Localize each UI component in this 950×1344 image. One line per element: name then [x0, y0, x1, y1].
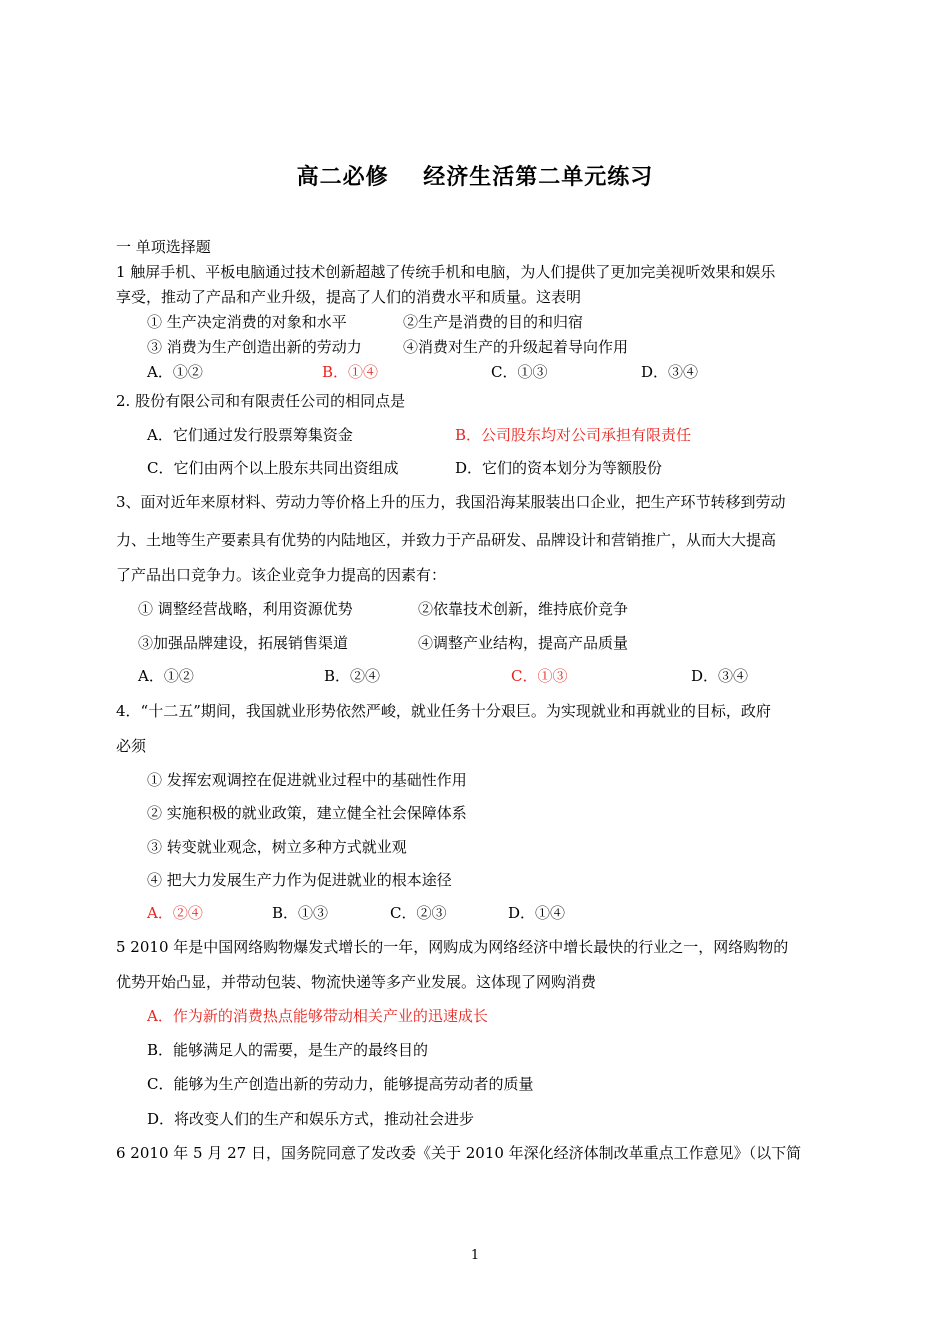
q4-item-2: ② 实施积极的就业政策，建立健全社会保障体系: [147, 804, 467, 822]
q3-item-1: ① 调整经营战略，利用资源优势: [138, 600, 353, 618]
q5-option-d: D．将改变人们的生产和娱乐方式，推动社会进步: [147, 1110, 475, 1128]
q3-stem-line-2: 力、土地等生产要素具有优势的内陆地区，并致力于产品研发、品牌设计和营销推广，从而大大提高: [116, 531, 777, 549]
q3-option-c-answer: C．①③: [511, 667, 568, 685]
q3-item-4: ④调整产业结构，提高产品质量: [418, 634, 629, 652]
q5-option-c: C．能够为生产创造出新的劳动力，能够提高劳动者的质量: [147, 1075, 534, 1093]
q1-item-3: ③ 消费为生产创造出新的劳动力: [147, 338, 362, 356]
q5-option-b: B．能够满足人的需要，是生产的最终目的: [147, 1041, 429, 1059]
q3-stem-line-3: 了产品出口竞争力。该企业竞争力提高的因素有：: [116, 566, 447, 584]
q5-stem-line-2: 优势开始凸显，并带动包装、物流快递等多产业发展。这体现了网购消费: [116, 973, 597, 991]
q1-item-1: ① 生产决定消费的对象和水平: [147, 313, 347, 331]
q4-item-3: ③ 转变就业观念，树立多种方式就业观: [147, 838, 407, 856]
q1-stem-line-2: 享受，推动了产品和产业升级，提高了人们的消费水平和质量。这表明: [116, 288, 582, 306]
section-heading: 一 单项选择题: [116, 238, 211, 256]
q2-stem: 2. 股份有限公司和有限责任公司的相同点是: [116, 392, 406, 410]
q1-item-2: ②生产是消费的目的和归宿: [403, 313, 584, 331]
q2-option-c: C．它们由两个以上股东共同出资组成: [147, 459, 399, 477]
q3-option-d: D．③④: [691, 667, 749, 685]
q1-option-b-answer: B．①④: [322, 363, 379, 381]
q2-option-a: A．它们通过发行股票筹集资金: [147, 426, 353, 444]
q1-option-a: A．①②: [147, 363, 203, 381]
q1-option-c: C．①③: [491, 363, 548, 381]
q4-option-d: D．①④: [508, 904, 566, 922]
q2-option-d: D．它们的资本划分为等额股份: [455, 459, 663, 477]
q5-stem-line-1: 5 2010 年是中国网络购物爆发式增长的一年，网购成为网络经济中增长最快的行业之一，网络购物的: [116, 938, 789, 956]
q4-option-a-answer: A．②④: [147, 904, 203, 922]
q4-option-b: B．①③: [272, 904, 329, 922]
q6-stem: 6 2010 年 5 月 27 日，国务院同意了发改委《关于 2010 年深化经济体制改革重点工作意见》（以下简: [116, 1144, 802, 1162]
page-number: 1: [470, 1248, 480, 1263]
q2-option-b-answer: B．公司股东均对公司承担有限责任: [455, 426, 692, 444]
q4-item-1: ① 发挥宏观调控在促进就业过程中的基础性作用: [147, 771, 467, 789]
q5-option-a-answer: A．作为新的消费热点能够带动相关产业的迅速成长: [147, 1007, 488, 1025]
q3-option-a: A．①②: [138, 667, 194, 685]
q3-option-b: B．②④: [324, 667, 381, 685]
page-title: 高二必修 经济生活第二单元练习: [296, 165, 654, 190]
q4-option-c: C．②③: [390, 904, 447, 922]
q3-item-3: ③加强品牌建设，拓展销售渠道: [138, 634, 349, 652]
q4-item-4: ④ 把大力发展生产力作为促进就业的根本途径: [147, 871, 452, 889]
q1-option-d: D．③④: [641, 363, 699, 381]
q1-stem-line-1: 1 触屏手机、平板电脑通过技术创新超越了传统手机和电脑，为人们提供了更加完美视听效果和娱乐: [116, 263, 776, 281]
q4-stem-line-2: 必须: [116, 737, 147, 755]
q4-stem-line-1: 4．“十二五”期间，我国就业形势依然严峻，就业任务十分艰巨。为实现就业和再就业的目标，政府: [116, 702, 771, 720]
q3-stem-line-1: 3、面对近年来原材料、劳动力等价格上升的压力，我国沿海某服装出口企业，把生产环节转移到劳动: [116, 493, 786, 511]
q1-item-4: ④消费对生产的升级起着导向作用: [403, 338, 629, 356]
q3-item-2: ②依靠技术创新，维持底价竞争: [418, 600, 629, 618]
